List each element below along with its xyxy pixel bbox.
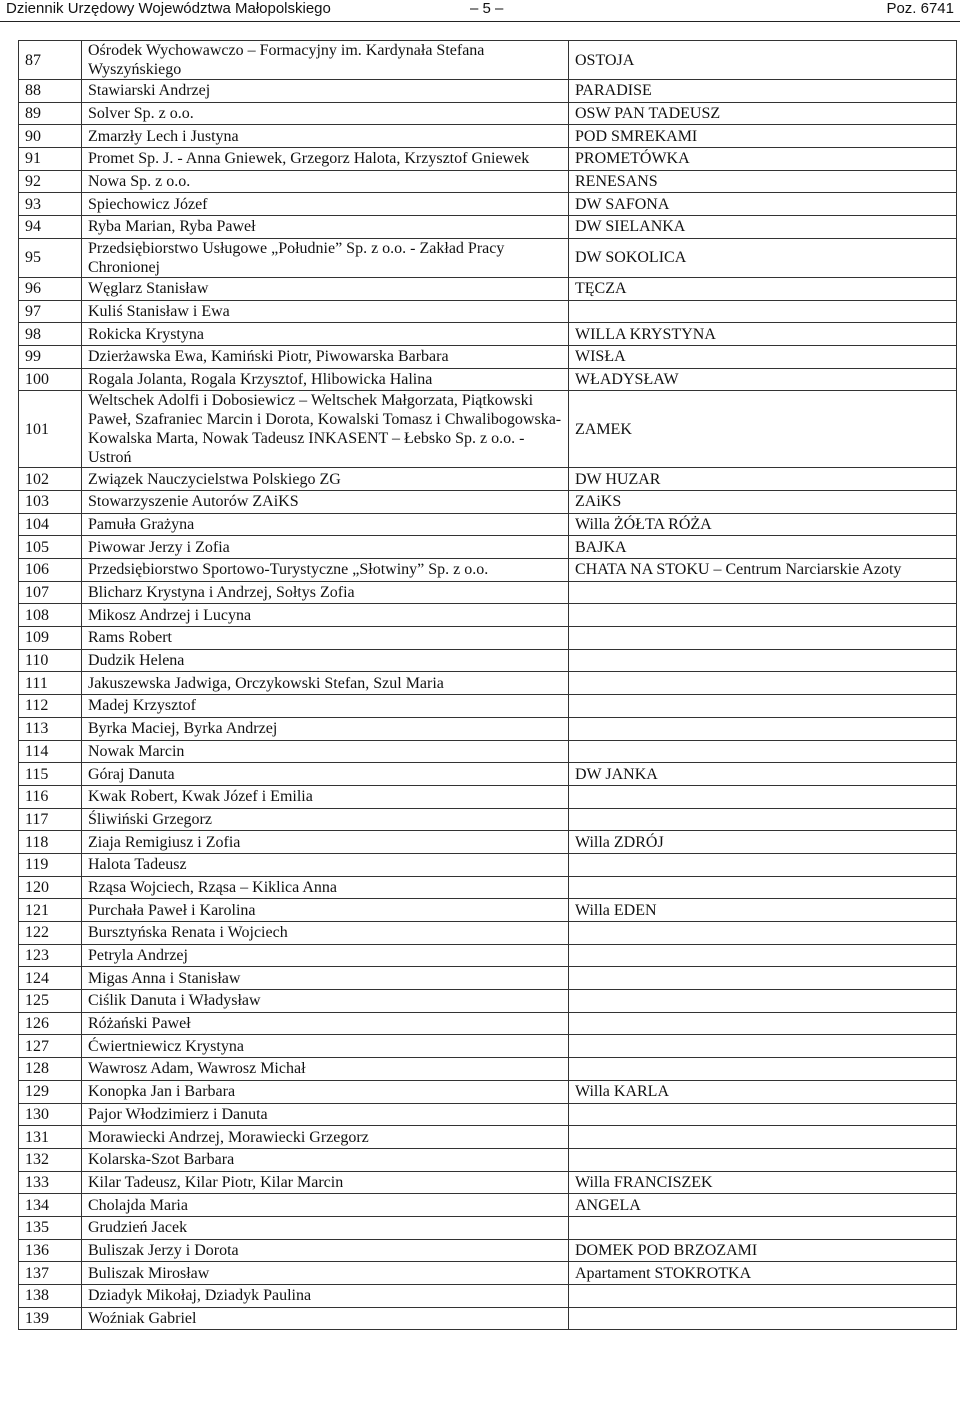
row-number: 131	[19, 1126, 82, 1149]
row-object-name: Apartament STOKROTKA	[569, 1262, 957, 1285]
row-owner: Stowarzyszenie Autorów ZAiKS	[82, 490, 569, 513]
row-object-name	[569, 967, 957, 990]
row-number: 137	[19, 1262, 82, 1285]
table-row	[19, 1058, 957, 1081]
row-object-name: Willa FRANCISZEK	[569, 1171, 957, 1194]
row-number: 135	[19, 1216, 82, 1239]
row-owner: Promet Sp. J. - Anna Gniewek, Grzegorz Halota, Krzysztof Gniewek	[82, 148, 569, 171]
row-number: 119	[19, 853, 82, 876]
row-number: 92	[19, 170, 82, 193]
row-owner: Wawrosz Adam, Wawrosz Michał	[82, 1058, 569, 1081]
table-row	[19, 1307, 957, 1330]
row-number: 91	[19, 148, 82, 171]
table-row	[19, 581, 957, 604]
row-number: 127	[19, 1035, 82, 1058]
row-object-name: DOMEK POD BRZOZAMI	[569, 1239, 957, 1262]
table-row	[19, 1080, 957, 1103]
row-number: 136	[19, 1239, 82, 1262]
row-object-name	[569, 581, 957, 604]
row-object-name: Willa KARLA	[569, 1080, 957, 1103]
table-row	[19, 876, 957, 899]
row-owner: Bursztyńska Renata i Wojciech	[82, 922, 569, 945]
row-owner: Byrka Maciej, Byrka Andrzej	[82, 717, 569, 740]
table-row	[19, 944, 957, 967]
row-number: 121	[19, 899, 82, 922]
row-owner: Kolarska-Szot Barbara	[82, 1148, 569, 1171]
row-owner: Dudzik Helena	[82, 649, 569, 672]
row-number: 87	[19, 41, 82, 80]
row-owner: Przedsiębiorstwo Sportowo-Turystyczne „Słotwiny” Sp. z o.o.	[82, 559, 569, 582]
page-header	[0, 0, 960, 22]
table-row	[19, 1035, 957, 1058]
row-owner: Kwak Robert, Kwak Józef i Emilia	[82, 785, 569, 808]
row-object-name	[569, 695, 957, 718]
table-row	[19, 1171, 957, 1194]
table-row	[19, 1239, 957, 1262]
journal-title: Dziennik Urzędowy Województwa Małopolskiego	[6, 0, 331, 17]
row-owner: Buliszak Jerzy i Dorota	[82, 1239, 569, 1262]
row-object-name	[569, 1126, 957, 1149]
row-number: 133	[19, 1171, 82, 1194]
table-row	[19, 1262, 957, 1285]
row-object-name: BAJKA	[569, 536, 957, 559]
row-owner: Piwowar Jerzy i Zofia	[82, 536, 569, 559]
row-number: 88	[19, 80, 82, 103]
page-number: – 5 –	[470, 0, 504, 17]
table-row	[19, 1012, 957, 1035]
row-number: 111	[19, 672, 82, 695]
row-number: 123	[19, 944, 82, 967]
row-object-name: Willa ŻÓŁTA RÓŻA	[569, 513, 957, 536]
row-owner: Kuliś Stanisław i Ewa	[82, 300, 569, 323]
table-row	[19, 808, 957, 831]
table-row	[19, 345, 957, 368]
row-number: 117	[19, 808, 82, 831]
row-object-name: ANGELA	[569, 1194, 957, 1217]
row-number: 128	[19, 1058, 82, 1081]
row-number: 130	[19, 1103, 82, 1126]
table-row	[19, 604, 957, 627]
table-row	[19, 148, 957, 171]
table-row	[19, 490, 957, 513]
table-row	[19, 740, 957, 763]
row-object-name	[569, 672, 957, 695]
row-object-name	[569, 922, 957, 945]
table-row	[19, 785, 957, 808]
row-number: 101	[19, 391, 82, 468]
table-row	[19, 468, 957, 491]
row-number: 120	[19, 876, 82, 899]
row-object-name: DW SOKOLICA	[569, 238, 957, 277]
row-owner: Ośrodek Wychowawczo – Formacyjny im. Kardynała Stefana Wyszyńskiego	[82, 41, 569, 80]
row-object-name	[569, 627, 957, 650]
table-row	[19, 102, 957, 125]
row-number: 96	[19, 277, 82, 300]
row-number: 126	[19, 1012, 82, 1035]
row-owner: Pajor Włodzimierz i Danuta	[82, 1103, 569, 1126]
row-owner: Stawiarski Andrzej	[82, 80, 569, 103]
table-row	[19, 899, 957, 922]
row-owner: Ziaja Remigiusz i Zofia	[82, 831, 569, 854]
row-number: 102	[19, 468, 82, 491]
row-object-name: ZAiKS	[569, 490, 957, 513]
row-object-name: Willa ZDRÓJ	[569, 831, 957, 854]
row-object-name	[569, 649, 957, 672]
row-owner: Pamuła Grażyna	[82, 513, 569, 536]
row-number: 113	[19, 717, 82, 740]
row-object-name	[569, 1307, 957, 1330]
row-owner: Ciślik Danuta i Władysław	[82, 990, 569, 1013]
row-object-name: ZAMEK	[569, 391, 957, 468]
row-object-name: RENESANS	[569, 170, 957, 193]
row-object-name	[569, 990, 957, 1013]
row-object-name: WILLA KRYSTYNA	[569, 323, 957, 346]
row-object-name	[569, 1012, 957, 1035]
row-owner: Spiechowicz Józef	[82, 193, 569, 216]
row-number: 106	[19, 559, 82, 582]
row-owner: Madej Krzysztof	[82, 695, 569, 718]
row-object-name	[569, 944, 957, 967]
table-row	[19, 536, 957, 559]
row-object-name	[569, 1216, 957, 1239]
row-object-name	[569, 785, 957, 808]
row-owner: Weltschek Adolfi i Dobosiewicz – Weltschek Małgorzata, Piątkowski Paweł, Szafraniec Marcin i Dorota, Kowalski Tomasz i Chwalibogowska-Kowalska Marta, Nowak Tadeusz INKASENT – Łebsko Sp. z o.o. - Ustroń	[82, 391, 569, 468]
table-row	[19, 922, 957, 945]
row-object-name: TĘCZA	[569, 277, 957, 300]
row-object-name: PARADISE	[569, 80, 957, 103]
row-number: 134	[19, 1194, 82, 1217]
row-owner: Blicharz Krystyna i Andrzej, Sołtys Zofia	[82, 581, 569, 604]
row-number: 108	[19, 604, 82, 627]
row-number: 89	[19, 102, 82, 125]
table-row	[19, 763, 957, 786]
row-object-name	[569, 604, 957, 627]
row-object-name: POD SMREKAMI	[569, 125, 957, 148]
row-number: 122	[19, 922, 82, 945]
table-row	[19, 990, 957, 1013]
row-object-name: WISŁA	[569, 345, 957, 368]
row-owner: Konopka Jan i Barbara	[82, 1080, 569, 1103]
row-object-name	[569, 740, 957, 763]
row-number: 103	[19, 490, 82, 513]
row-object-name: WŁADYSŁAW	[569, 368, 957, 391]
position-number: Poz. 6741	[886, 0, 954, 17]
row-object-name	[569, 717, 957, 740]
row-owner: Nowak Marcin	[82, 740, 569, 763]
row-owner: Solver Sp. z o.o.	[82, 102, 569, 125]
row-object-name	[569, 1285, 957, 1308]
row-owner: Związek Nauczycielstwa Polskiego ZG	[82, 468, 569, 491]
row-owner: Jakuszewska Jadwiga, Orczykowski Stefan, Szul Maria	[82, 672, 569, 695]
row-number: 93	[19, 193, 82, 216]
table-row	[19, 125, 957, 148]
table-row	[19, 170, 957, 193]
row-owner: Rokicka Krystyna	[82, 323, 569, 346]
row-number: 95	[19, 238, 82, 277]
row-owner: Petryla Andrzej	[82, 944, 569, 967]
table-row	[19, 672, 957, 695]
row-number: 129	[19, 1080, 82, 1103]
row-owner: Zmarzły Lech i Justyna	[82, 125, 569, 148]
row-object-name: Willa EDEN	[569, 899, 957, 922]
row-number: 139	[19, 1307, 82, 1330]
row-owner: Węglarz Stanisław	[82, 277, 569, 300]
row-number: 124	[19, 967, 82, 990]
table-row	[19, 1126, 957, 1149]
row-number: 99	[19, 345, 82, 368]
table-row	[19, 216, 957, 239]
table-row	[19, 853, 957, 876]
row-object-name	[569, 1035, 957, 1058]
row-owner: Cholajda Maria	[82, 1194, 569, 1217]
row-number: 107	[19, 581, 82, 604]
row-number: 112	[19, 695, 82, 718]
table-row	[19, 323, 957, 346]
row-owner: Dziadyk Mikołaj, Dziadyk Paulina	[82, 1285, 569, 1308]
row-object-name	[569, 853, 957, 876]
row-number: 90	[19, 125, 82, 148]
row-number: 138	[19, 1285, 82, 1308]
table-row	[19, 1285, 957, 1308]
table-row	[19, 368, 957, 391]
row-number: 116	[19, 785, 82, 808]
row-object-name	[569, 808, 957, 831]
row-number: 97	[19, 300, 82, 323]
row-number: 118	[19, 831, 82, 854]
row-owner: Ryba Marian, Ryba Paweł	[82, 216, 569, 239]
table-row	[19, 831, 957, 854]
row-number: 125	[19, 990, 82, 1013]
table-row	[19, 627, 957, 650]
row-owner: Halota Tadeusz	[82, 853, 569, 876]
row-owner: Rams Robert	[82, 627, 569, 650]
row-object-name: DW SAFONA	[569, 193, 957, 216]
row-object-name: DW HUZAR	[569, 468, 957, 491]
row-owner: Migas Anna i Stanisław	[82, 967, 569, 990]
row-object-name: OSW PAN TADEUSZ	[569, 102, 957, 125]
table-row	[19, 649, 957, 672]
row-owner: Mikosz Andrzej i Lucyna	[82, 604, 569, 627]
table-row	[19, 695, 957, 718]
row-object-name	[569, 1058, 957, 1081]
row-owner: Kilar Tadeusz, Kilar Piotr, Kilar Marcin	[82, 1171, 569, 1194]
register-rows	[19, 41, 957, 1330]
row-owner: Rząsa Wojciech, Rząsa – Kiklica Anna	[82, 876, 569, 899]
row-object-name: DW JANKA	[569, 763, 957, 786]
table-row	[19, 717, 957, 740]
row-owner: Dzierżawska Ewa, Kamiński Piotr, Piwowarska Barbara	[82, 345, 569, 368]
row-number: 110	[19, 649, 82, 672]
row-number: 100	[19, 368, 82, 391]
row-owner: Buliszak Mirosław	[82, 1262, 569, 1285]
row-object-name	[569, 1103, 957, 1126]
table-row	[19, 1194, 957, 1217]
table-row	[19, 238, 957, 277]
table-row	[19, 1148, 957, 1171]
table-row	[19, 391, 957, 468]
row-owner: Przedsiębiorstwo Usługowe „Południe” Sp. z o.o. - Zakład Pracy Chronionej	[82, 238, 569, 277]
table-row	[19, 277, 957, 300]
row-object-name: DW SIELANKA	[569, 216, 957, 239]
row-owner: Nowa Sp. z o.o.	[82, 170, 569, 193]
row-owner: Śliwiński Grzegorz	[82, 808, 569, 831]
row-owner: Różański Paweł	[82, 1012, 569, 1035]
row-object-name	[569, 1148, 957, 1171]
row-owner: Rogala Jolanta, Rogala Krzysztof, Hlibowicka Halina	[82, 368, 569, 391]
table-row	[19, 300, 957, 323]
register-table	[18, 40, 957, 1330]
row-object-name	[569, 876, 957, 899]
row-number: 94	[19, 216, 82, 239]
header-divider	[0, 21, 960, 22]
row-number: 115	[19, 763, 82, 786]
table-row	[19, 193, 957, 216]
row-object-name: PROMETÓWKA	[569, 148, 957, 171]
row-owner: Woźniak Gabriel	[82, 1307, 569, 1330]
table-row	[19, 1216, 957, 1239]
table-row	[19, 80, 957, 103]
row-owner: Purchała Paweł i Karolina	[82, 899, 569, 922]
row-number: 104	[19, 513, 82, 536]
table-row	[19, 1103, 957, 1126]
row-number: 105	[19, 536, 82, 559]
row-owner: Grudzień Jacek	[82, 1216, 569, 1239]
row-number: 132	[19, 1148, 82, 1171]
row-object-name: OSTOJA	[569, 41, 957, 80]
row-object-name: CHATA NA STOKU – Centrum Narciarskie Azoty	[569, 559, 957, 582]
table-row	[19, 41, 957, 80]
row-number: 98	[19, 323, 82, 346]
row-number: 109	[19, 627, 82, 650]
row-owner: Ćwiertniewicz Krystyna	[82, 1035, 569, 1058]
table-row	[19, 967, 957, 990]
row-number: 114	[19, 740, 82, 763]
row-object-name	[569, 300, 957, 323]
row-owner: Góraj Danuta	[82, 763, 569, 786]
row-owner: Morawiecki Andrzej, Morawiecki Grzegorz	[82, 1126, 569, 1149]
table-row	[19, 559, 957, 582]
table-row	[19, 513, 957, 536]
